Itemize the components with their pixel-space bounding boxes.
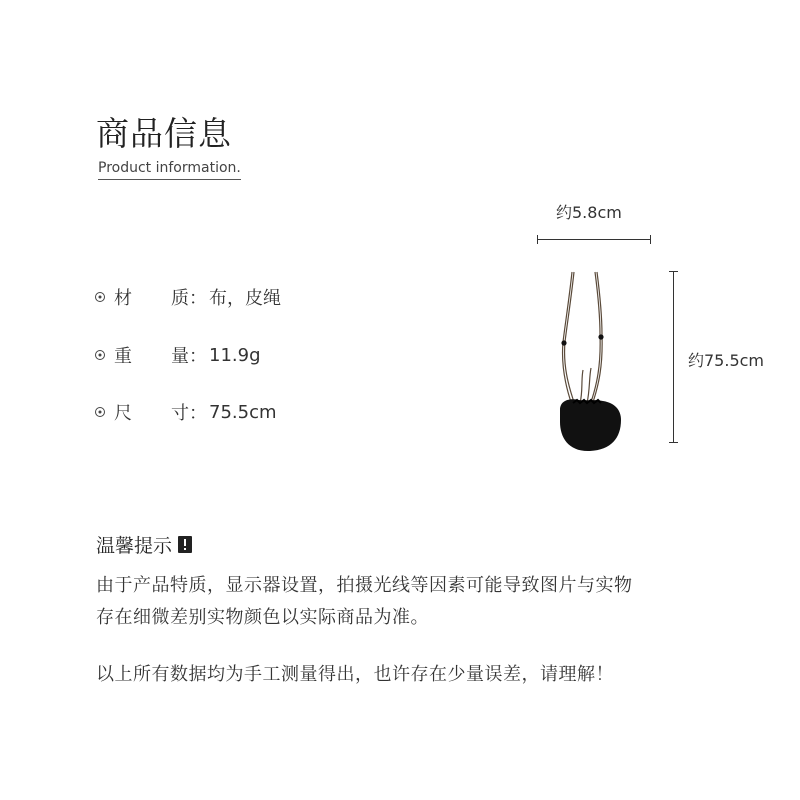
spec-label (114, 284, 189, 310)
exclamation-icon (178, 536, 192, 553)
tips-paragraph-line: 由于产品特质，显示器设置，拍摄光线等因素可能导致图片与实物 (96, 575, 633, 596)
pouch-necklace-icon (545, 270, 635, 460)
width-dimension-line (537, 239, 651, 240)
tips-note: 以上所有数据均为手工测量得出，也许存在少量误差，请理解！ (96, 664, 614, 685)
spec-material (95, 285, 281, 309)
bullet-icon (95, 407, 105, 417)
height-dimension-cap-top (669, 271, 678, 272)
page-subtitle: Product information. (98, 160, 241, 180)
spec-label (114, 399, 189, 425)
page-title: 商品信息 (96, 114, 232, 153)
spec-separator: ： (189, 346, 207, 367)
height-dimension-label: 约75.5cm (688, 351, 765, 370)
height-dimension-line (673, 271, 674, 443)
tips-paragraph (96, 570, 736, 634)
width-dimension-label: 约5.8cm (556, 203, 622, 222)
spec-separator: ： (189, 288, 207, 309)
tips-title-row (96, 531, 192, 558)
spec-value: 75.5cm (209, 401, 277, 423)
bullet-icon (95, 350, 105, 360)
spec-label-last: 质 (171, 288, 189, 309)
spec-label-last: 量 (171, 346, 189, 367)
width-dimension-cap-left (537, 235, 538, 244)
spec-label (114, 342, 189, 368)
bullet-icon (95, 292, 105, 302)
spec-value: 11.9g (209, 344, 261, 366)
spec-size (95, 400, 277, 424)
tips-paragraph-line: 存在细微差别实物颜色以实际商品为准。 (96, 607, 429, 628)
spec-label-last: 寸 (171, 403, 189, 424)
spec-weight (95, 343, 261, 367)
width-dimension-cap-right (650, 235, 651, 244)
height-dimension-cap-bottom (669, 442, 678, 443)
spec-value: 布，皮绳 (209, 288, 281, 309)
spec-label-first: 材 (114, 288, 132, 309)
spec-label-first: 尺 (114, 403, 132, 424)
spec-separator: ： (189, 403, 207, 424)
spec-label-first: 重 (114, 346, 132, 367)
tips-title: 温馨提示 (96, 535, 173, 557)
